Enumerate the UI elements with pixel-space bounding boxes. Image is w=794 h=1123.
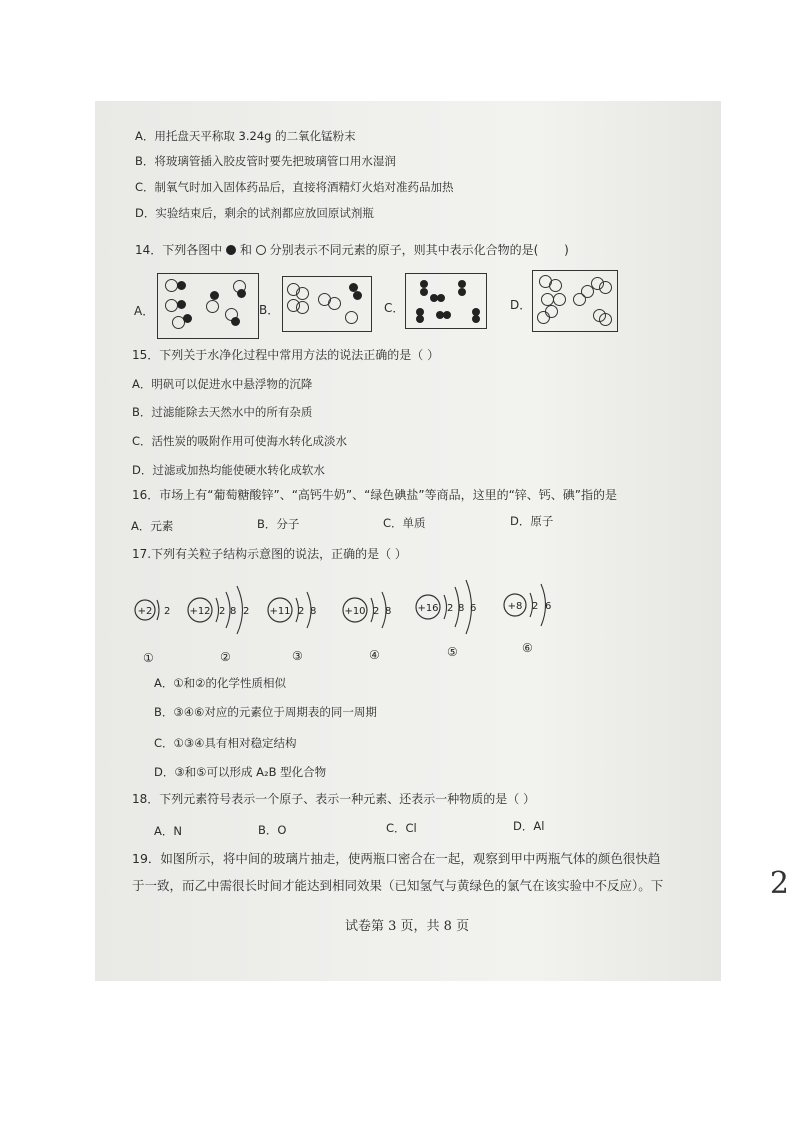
diagram-label-5: ⑤ bbox=[447, 645, 458, 659]
diagram-label-3: ③ bbox=[292, 649, 303, 663]
q18-option-b: B．O bbox=[258, 823, 287, 837]
q15-option-d: D．过滤或加热均能使硬水转化成软水 bbox=[132, 463, 325, 477]
q14-stem-part4: ) bbox=[564, 243, 569, 257]
q14-box-b bbox=[282, 276, 372, 332]
q14-box-c bbox=[405, 273, 487, 329]
diagram-6 bbox=[504, 584, 551, 626]
q18-option-a: A．N bbox=[154, 824, 182, 838]
diagram-3 bbox=[268, 592, 316, 628]
diagram-label-2: ② bbox=[220, 650, 231, 664]
q14-label-b: B． bbox=[259, 303, 280, 317]
svg-text:2: 2 bbox=[219, 606, 226, 617]
svg-text:6: 6 bbox=[545, 601, 552, 612]
svg-text:2: 2 bbox=[164, 606, 171, 617]
q15-stem: 15．下列关于水净化过程中常用方法的说法正确的是（ ） bbox=[132, 348, 440, 362]
q18-stem: 18．下列元素符号表示一个原子、表示一种元素、还表示一种物质的是（ ） bbox=[132, 792, 536, 806]
q19-line-1: 19．如图所示，将中间的玻璃片抽走，使两瓶口密合在一起，观察到甲中两瓶气体的颜色很快趋 bbox=[132, 851, 661, 866]
q14-stem bbox=[135, 241, 569, 258]
particle-structure-diagrams bbox=[120, 570, 580, 650]
q16-option-d: D．原子 bbox=[510, 514, 554, 528]
q14-box-d bbox=[532, 270, 618, 332]
diagram-5 bbox=[416, 580, 476, 634]
q15-option-a: A．明矾可以促进水中悬浮物的沉降 bbox=[132, 377, 313, 391]
q14-label-a: A． bbox=[134, 304, 155, 318]
svg-text:2: 2 bbox=[532, 601, 539, 612]
q18-option-c: C．Cl bbox=[386, 821, 417, 835]
page-footer: 试卷第 3 页，共 8 页 bbox=[345, 919, 470, 934]
q19-line-2: 于一致，而乙中需很长时间才能达到相同效果（已知氢气与黄绿色的氯气在该实验中不反应）。下 bbox=[132, 878, 664, 893]
q18-option-d: D．Al bbox=[513, 819, 545, 833]
diagram-1 bbox=[135, 600, 170, 620]
q14-stem-part2: 和 bbox=[239, 243, 252, 257]
svg-text:8: 8 bbox=[385, 606, 392, 617]
q13-option-b: B．将玻璃管插入胶皮管时要先把玻璃管口用水湿润 bbox=[135, 154, 396, 168]
q13-option-d: D．实验结束后，剩余的试剂都应放回原试剂瓶 bbox=[135, 206, 374, 220]
black-atom-icon bbox=[226, 245, 236, 255]
q16-option-c: C．单质 bbox=[383, 516, 426, 530]
svg-text:2: 2 bbox=[298, 606, 305, 617]
svg-text:6: 6 bbox=[470, 603, 477, 614]
q15-option-c: C．活性炭的吸附作用可使海水转化成淡水 bbox=[132, 434, 348, 448]
svg-text:+11: +11 bbox=[269, 606, 291, 617]
svg-text:8: 8 bbox=[310, 606, 317, 617]
q15-option-b: B．过滤能除去天然水中的所有杂质 bbox=[132, 405, 313, 419]
q13-option-a: A．用托盘天平称取 3.24g 的二氧化锰粉末 bbox=[135, 129, 356, 143]
q17-option-c: C．①③④具有相对稳定结构 bbox=[154, 736, 297, 750]
q17-option-d: D．③和⑤可以形成 A₂B 型化合物 bbox=[154, 765, 327, 779]
svg-text:+8: +8 bbox=[507, 601, 523, 612]
white-atom-icon bbox=[256, 245, 266, 255]
svg-text:8: 8 bbox=[230, 606, 237, 617]
q14-stem-part3: 分别表示不同元素的原子，则其中表示化合物的是( bbox=[269, 243, 539, 257]
svg-text:+10: +10 bbox=[344, 606, 366, 617]
q16-option-a: A．元素 bbox=[131, 519, 174, 533]
diagram-label-4: ④ bbox=[369, 648, 380, 662]
q17-stem: 17.下列有关粒子结构示意图的说法，正确的是（ ） bbox=[132, 547, 407, 561]
svg-text:+2: +2 bbox=[137, 606, 153, 617]
svg-text:8: 8 bbox=[458, 603, 465, 614]
q13-option-c: C．制氧气时加入固体药品后，直接将酒精灯火焰对准药品加热 bbox=[135, 180, 454, 194]
handwritten-mark: 2 bbox=[769, 866, 789, 901]
diagram-4 bbox=[343, 592, 391, 628]
diagram-2 bbox=[188, 586, 249, 634]
svg-text:+16: +16 bbox=[417, 603, 439, 614]
q16-stem: 16．市场上有“葡萄糖酸锌”、“高钙牛奶”、“绿色碘盐”等商品，这里的“锌、钙、碘”指的是 bbox=[132, 488, 618, 502]
svg-text:+12: +12 bbox=[189, 606, 211, 617]
q14-label-d: D． bbox=[510, 298, 532, 312]
svg-text:2: 2 bbox=[373, 606, 380, 617]
diagram-label-1: ① bbox=[143, 651, 154, 665]
q17-option-b: B．③④⑥对应的元素位于周期表的同一周期 bbox=[154, 705, 377, 719]
svg-text:2: 2 bbox=[243, 606, 250, 617]
q16-option-b: B．分子 bbox=[257, 517, 300, 531]
q14-label-c: C． bbox=[384, 301, 405, 315]
q17-option-a: A．①和②的化学性质相似 bbox=[154, 676, 286, 690]
svg-text:2: 2 bbox=[447, 603, 454, 614]
q14-box-a bbox=[157, 273, 259, 339]
q14-stem-part1: 14．下列各图中 bbox=[135, 243, 223, 257]
diagram-label-6: ⑥ bbox=[522, 641, 533, 655]
